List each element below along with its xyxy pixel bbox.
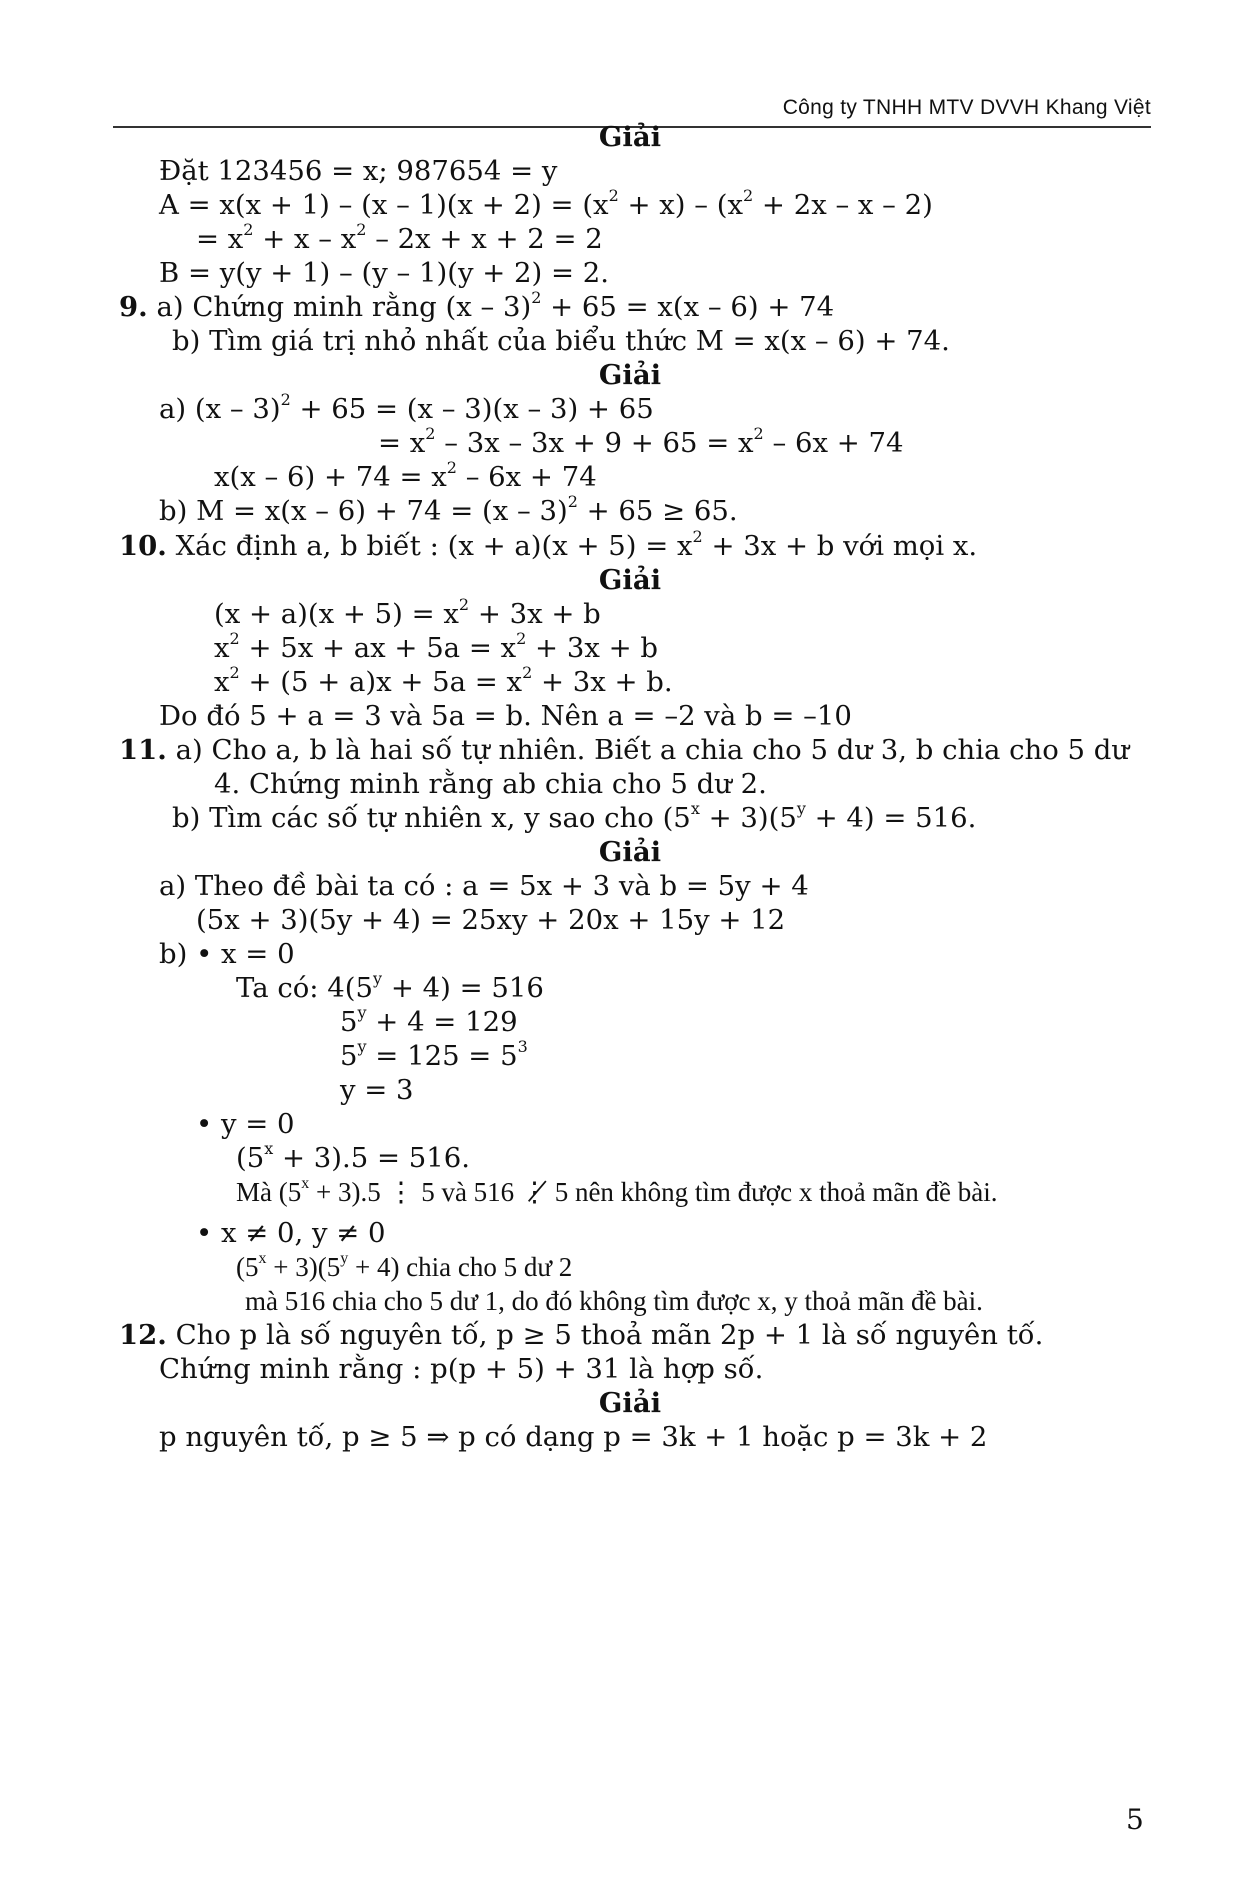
text-line: a) (x – 3)$^2$ + 65 = (x – 3)(x – 3) + 65 [159,390,654,425]
text-line: = $x^2 - 3x - 3x + 9 + 65 = x^2 - 6x + 74$ [378,424,904,459]
text-line: $A = x(x + 1) - (x - 1)(x + 2) = (x^2 + x) - (x^2 + 2x - x - 2)$ [159,186,933,221]
text-line: a) Theo đề bài ta có : a = 5x + 3 và b = 5y + 4 [159,870,809,902]
text-line: • y = 0 [196,1108,295,1140]
text-line: Đặt 123456 = x; 987654 = y [159,155,558,187]
solution-heading: Giải [598,121,662,153]
text-line: B = y(y + 1) – (y – 1)(y + 2) = 2. [159,257,610,289]
text-line: b) Tìm giá trị nhỏ nhất của biểu thức M = x(x – 6) + 74. [172,325,950,357]
text-line: 4. Chứng minh rằng ab chia cho 5 dư 2. [214,768,767,800]
text-line: • x ≠ 0, y ≠ 0 [196,1217,386,1249]
text-line: $(x + a)(x + 5) = x^2 + 3x + b$ [214,595,601,630]
text-line: mà 516 chia cho 5 dư 1, do đó không tìm được x, y thoả mãn đề bài. [245,1286,983,1316]
text-line: y = 3 [340,1074,414,1106]
publisher-name: Công ty TNHH MTV DVVH Khang Việt [782,96,1151,119]
text-line: p nguyên tố, p ≥ 5 ⇒ p có dạng p = 3k + 1 hoặc p = 3k + 2 [159,1421,988,1453]
text-line: $5^y = 125 = 5^3$ [340,1037,528,1072]
text-line: Mà $(5^x + 3).5$ ⋮ 5 và 516 ⋮̸ 5 nên không tìm được x thoả mãn đề bài. [236,1175,998,1207]
text-line: b) Tìm các số tự nhiên x, y sao cho $(5^x + 3)(5^y + 4) = 516$. [172,799,977,834]
text-line: $x^2 + (5 + a)x + 5a = x^2 + 3x + b$. [214,663,673,698]
problem-10: 10. Xác định a, b biết : $(x + a)(x + 5) = x^2 + 3x + b$ với mọi x. [119,527,978,562]
solution-heading: Giải [598,1387,662,1419]
problem-11: 11. a) Cho a, b là hai số tự nhiên. Biết a chia cho 5 dư 3, b chia cho 5 dư [119,734,1130,766]
not-divisible-symbol: ⋮̸ [520,1177,548,1207]
problem-12: 12. Cho p là số nguyên tố, p ≥ 5 thoả mãn 2p + 1 là số nguyên tố. [119,1319,1044,1351]
page-number: 5 [1126,1803,1144,1836]
text-line: Do đó 5 + a = 3 và 5a = b. Nên a = –2 và b = –10 [159,700,852,732]
text-line: b) M = x(x – 6) + 74 = (x – 3)$^2$ + 65 ≥ 65. [159,492,738,527]
text-line: = $x^2 + x - x^2 - 2x + x + 2 = 2$ [196,220,603,255]
solution-heading: Giải [598,836,662,868]
problem-9: 9. a) Chứng minh rằng (x – 3)$^2$ + 65 = x(x – 6) + 74 [119,288,835,323]
text-line: Ta có: $4(5^y + 4) = 516$ [236,969,544,1004]
text-line: (5x + 3)(5y + 4) = 25xy + 20x + 15y + 12 [196,904,786,936]
text-line: b) • x = 0 [159,938,295,970]
solution-heading: Giải [598,359,662,391]
text-line: $5^y + 4 = 129$ [340,1003,518,1038]
text-line: Chứng minh rằng : p(p + 5) + 31 là hợp số. [159,1353,764,1385]
text-line: $(5^x + 3).5 = 516$. [236,1139,471,1174]
text-line: $(5^x + 3)(5^y + 4)$ chia cho 5 dư 2 [236,1250,573,1282]
solution-heading: Giải [598,564,662,596]
text-line: $x^2 + 5x$ + ax + $5a = x^2 + 3x + b$ [214,629,658,664]
text-line: $x(x - 6) + 74 = x^2 - 6x + 74$ [214,458,597,493]
